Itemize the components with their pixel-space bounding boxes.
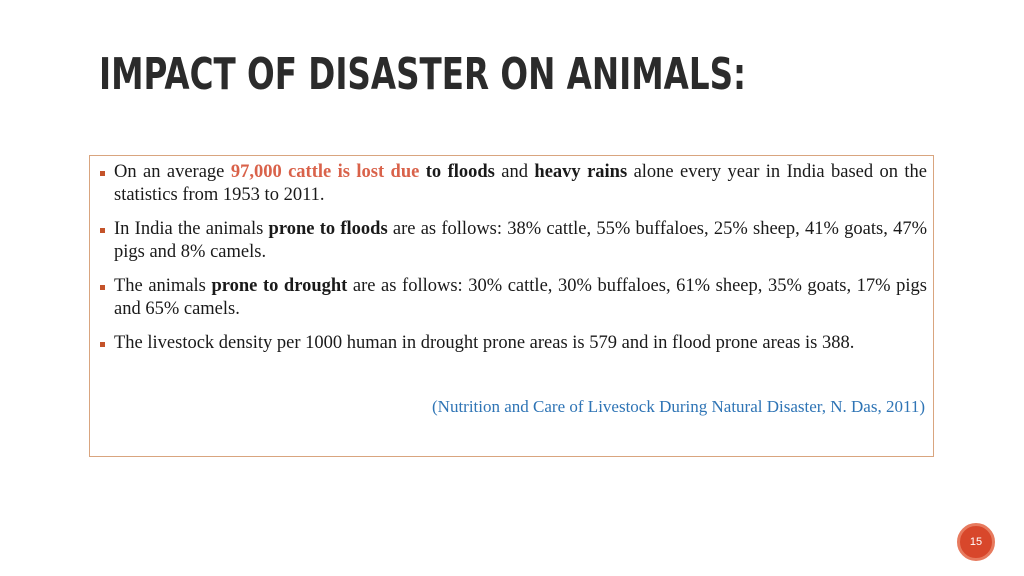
content-box bbox=[89, 155, 934, 457]
bold-text: to floods bbox=[425, 162, 495, 182]
bullet-text: and bbox=[494, 162, 535, 182]
citation: (Nutrition and Care of Livestock During Natural Disaster, N. Das, 2011) bbox=[432, 397, 925, 416]
highlight-text: 97,000 cattle is lost due bbox=[230, 162, 420, 182]
square-bullet-icon bbox=[100, 342, 105, 347]
bullet-text: The livestock density per 1000 human in drought prone areas is 579 and in flood prone areas is 388. bbox=[114, 333, 855, 353]
bullet-text: The animals bbox=[114, 276, 212, 296]
bullet-item bbox=[100, 218, 927, 264]
bullet-text: are as follows: 38% cattle, 55% buffaloes, 25% sheep, 41% goats, 47% pigs and 8% camels. bbox=[114, 219, 927, 262]
bullet-item bbox=[100, 275, 927, 321]
bold-text: heavy rains bbox=[534, 162, 628, 182]
bullet-text: In India the animals bbox=[114, 219, 269, 239]
bullet-item bbox=[100, 332, 927, 355]
bullet-text: alone every year in India based on the statistics from 1953 to 2011. bbox=[114, 162, 928, 205]
bold-text: prone to floods bbox=[268, 219, 388, 239]
bold-text: prone to drought bbox=[211, 276, 348, 296]
square-bullet-icon bbox=[100, 171, 105, 176]
page-number-badge: 15 bbox=[957, 523, 995, 561]
bullet-item bbox=[100, 161, 927, 207]
bullet-text: On an average bbox=[114, 162, 231, 182]
square-bullet-icon bbox=[100, 228, 105, 233]
bullet-list bbox=[100, 161, 927, 366]
square-bullet-icon bbox=[100, 285, 105, 290]
bullet-text: are as follows: 30% cattle, 30% buffaloes, 61% sheep, 35% goats, 17% pigs and 65% camels. bbox=[114, 276, 927, 319]
slide-title: IMPACT OF DISASTER ON ANIMALS: bbox=[99, 49, 747, 100]
